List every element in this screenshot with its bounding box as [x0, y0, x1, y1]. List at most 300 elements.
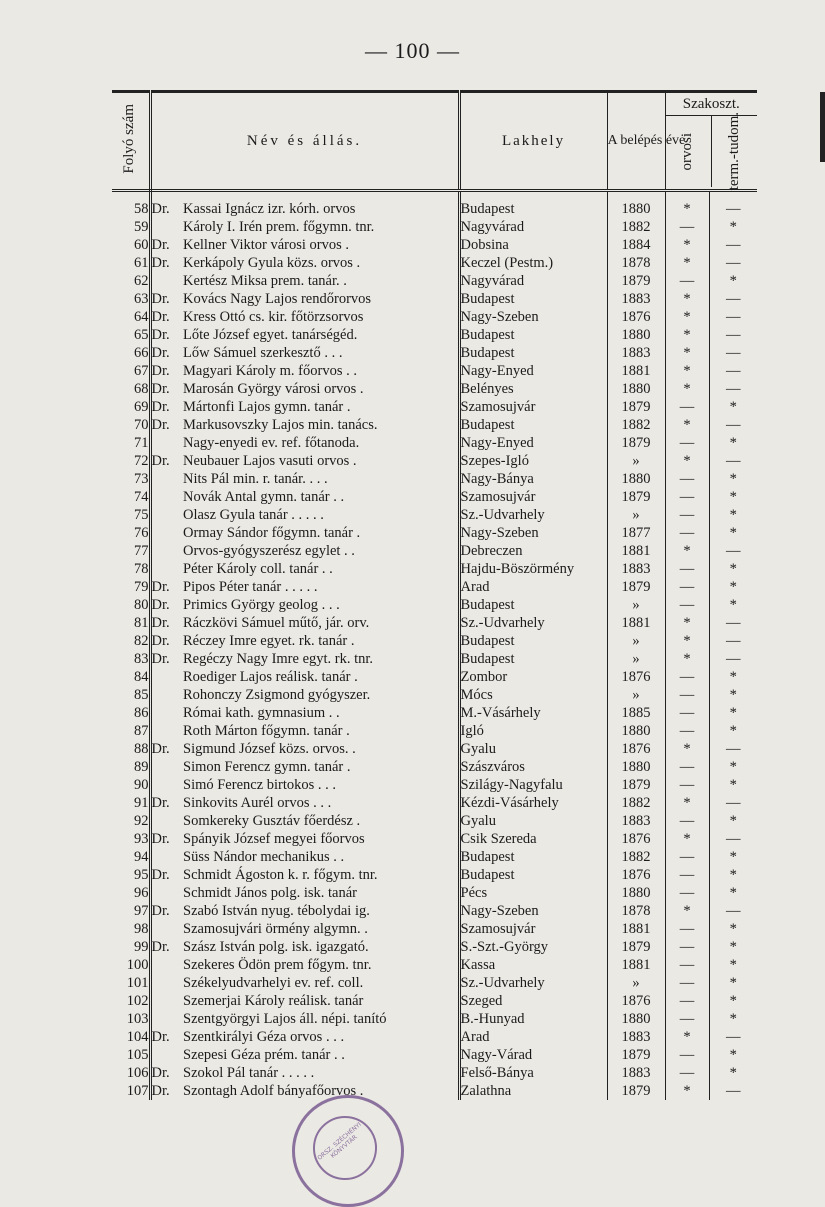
join-year-cell: 1881: [607, 614, 665, 632]
name-position-cell: Regéczy Nagy Imre egyt. rk. tnr.: [183, 650, 374, 667]
register-rows: [112, 200, 757, 1100]
medical-mark-cell: *: [665, 236, 709, 254]
medical-mark-cell: *: [665, 254, 709, 272]
table-row: [112, 596, 757, 614]
header-section-title: Szakoszt.: [666, 93, 758, 116]
table-row: [112, 1082, 757, 1100]
title-cell: Dr.: [151, 344, 170, 361]
join-year-cell: 1879: [607, 272, 665, 290]
medical-mark-cell: *: [665, 902, 709, 920]
residence-cell: Szamosujvár: [459, 488, 607, 506]
residence-cell: Szeged: [459, 992, 607, 1010]
table-row: [112, 416, 757, 434]
title-cell: [150, 560, 183, 578]
medical-mark-cell: *: [665, 416, 709, 434]
serial-number-cell: 104: [112, 1028, 150, 1046]
title-cell: [150, 704, 183, 722]
title-cell: Dr.: [151, 632, 170, 649]
science-mark-cell: *: [709, 884, 757, 902]
residence-cell: B.-Hunyad: [459, 1010, 607, 1028]
join-year-cell: 1882: [607, 848, 665, 866]
name-position-cell: Kerkápoly Gyula közs. orvos .: [183, 254, 361, 271]
serial-number-cell: 68: [112, 380, 150, 398]
join-year-cell: 1876: [607, 992, 665, 1010]
header-residence: Lakhely: [459, 92, 607, 191]
medical-mark-cell: *: [665, 290, 709, 308]
residence-cell: M.-Vásárhely: [459, 704, 607, 722]
science-mark-cell: —: [709, 632, 757, 650]
science-mark-cell: —: [709, 1028, 757, 1046]
residence-cell: Kézdi-Vásárhely: [459, 794, 607, 812]
residence-cell: Budapest: [459, 632, 607, 650]
residence-cell: Nagy-Enyed: [459, 434, 607, 452]
name-position-cell: Süss Nándor mechanikus . .: [183, 848, 345, 865]
serial-number-cell: 83: [112, 650, 150, 668]
table-row: [112, 848, 757, 866]
join-year-cell: 1879: [607, 1046, 665, 1064]
table-row: [112, 218, 757, 236]
serial-number-cell: 79: [112, 578, 150, 596]
serial-number-cell: 70: [112, 416, 150, 434]
name-position-cell: Réczey Imre egyet. rk. tanár .: [183, 632, 355, 649]
medical-mark-cell: —: [665, 596, 709, 614]
science-mark-cell: *: [709, 776, 757, 794]
serial-number-cell: 66: [112, 344, 150, 362]
residence-cell: Nagyvárad: [459, 218, 607, 236]
join-year-cell: 1876: [607, 866, 665, 884]
name-position-cell: Szokol Pál tanár . . . . .: [183, 1064, 315, 1081]
title-cell: Dr.: [151, 614, 170, 631]
name-position-cell: Nits Pál min. r. tanár. . . .: [183, 470, 328, 487]
join-year-cell: 1880: [607, 722, 665, 740]
table-row: [112, 992, 757, 1010]
residence-cell: Sz.-Udvarhely: [459, 506, 607, 524]
name-position-cell: Lőw Sámuel szerkesztő . . .: [183, 344, 343, 361]
medical-mark-cell: *: [665, 794, 709, 812]
table-row: [112, 920, 757, 938]
table-row: [112, 830, 757, 848]
title-cell: Dr.: [151, 830, 170, 847]
name-position-cell: Nagy-enyedi ev. ref. főtanoda.: [183, 434, 360, 451]
science-mark-cell: *: [709, 974, 757, 992]
join-year-cell: 1879: [607, 578, 665, 596]
medical-mark-cell: —: [665, 704, 709, 722]
science-mark-cell: —: [709, 290, 757, 308]
science-mark-cell: —: [709, 344, 757, 362]
science-mark-cell: —: [709, 362, 757, 380]
title-cell: Dr.: [151, 398, 170, 415]
name-position-cell: Károly I. Irén prem. főgymn. tnr.: [183, 218, 375, 235]
medical-mark-cell: *: [665, 632, 709, 650]
header-medical-section: orvosi: [679, 132, 696, 171]
science-mark-cell: —: [709, 200, 757, 218]
name-position-cell: Székelyudvarhelyi ev. ref. coll.: [183, 974, 364, 991]
residence-cell: Budapest: [459, 344, 607, 362]
serial-number-cell: 103: [112, 1010, 150, 1028]
title-cell: [150, 722, 183, 740]
science-mark-cell: *: [709, 488, 757, 506]
serial-number-cell: 100: [112, 956, 150, 974]
title-cell: [150, 776, 183, 794]
serial-number-cell: 65: [112, 326, 150, 344]
join-year-cell: 1879: [607, 488, 665, 506]
science-mark-cell: *: [709, 866, 757, 884]
science-mark-cell: —: [709, 740, 757, 758]
serial-number-cell: 64: [112, 308, 150, 326]
table-row: [112, 344, 757, 362]
residence-cell: Budapest: [459, 416, 607, 434]
table-row: [112, 470, 757, 488]
medical-mark-cell: —: [665, 434, 709, 452]
join-year-cell: 1880: [607, 1010, 665, 1028]
join-year-cell: 1882: [607, 218, 665, 236]
name-position-cell: Primics György geolog . . .: [183, 596, 340, 613]
science-mark-cell: —: [709, 416, 757, 434]
join-year-cell: 1884: [607, 236, 665, 254]
residence-cell: Hajdu-Böszörmény: [459, 560, 607, 578]
join-year-cell: 1880: [607, 326, 665, 344]
name-position-cell: Roth Márton főgymn. tanár .: [183, 722, 350, 739]
medical-mark-cell: *: [665, 830, 709, 848]
page-number: — 100 —: [365, 38, 460, 63]
medical-mark-cell: —: [665, 1010, 709, 1028]
name-position-cell: Kellner Viktor városi orvos .: [183, 236, 349, 253]
table-row: [112, 974, 757, 992]
residence-cell: Szamosujvár: [459, 920, 607, 938]
science-mark-cell: —: [709, 650, 757, 668]
header-section: [665, 92, 757, 191]
join-year-cell: 1880: [607, 884, 665, 902]
science-mark-cell: —: [709, 614, 757, 632]
science-mark-cell: *: [709, 686, 757, 704]
serial-number-cell: 69: [112, 398, 150, 416]
medical-mark-cell: —: [665, 578, 709, 596]
join-year-cell: 1878: [607, 902, 665, 920]
medical-mark-cell: *: [665, 380, 709, 398]
table-row: [112, 1046, 757, 1064]
join-year-cell: 1879: [607, 1082, 665, 1100]
title-cell: Dr.: [151, 326, 170, 343]
title-cell: Dr.: [151, 200, 170, 217]
table-row: [112, 884, 757, 902]
residence-cell: Arad: [459, 1028, 607, 1046]
serial-number-cell: 98: [112, 920, 150, 938]
serial-number-cell: 102: [112, 992, 150, 1010]
serial-number-cell: 91: [112, 794, 150, 812]
header-join-year: A belépés éve: [607, 92, 665, 191]
residence-cell: Nagy-Szeben: [459, 524, 607, 542]
residence-cell: Pécs: [459, 884, 607, 902]
serial-number-cell: 72: [112, 452, 150, 470]
join-year-cell: 1883: [607, 560, 665, 578]
join-year-cell: 1882: [607, 416, 665, 434]
residence-cell: Arad: [459, 578, 607, 596]
join-year-cell: 1883: [607, 290, 665, 308]
title-cell: Dr.: [151, 380, 170, 397]
science-mark-cell: *: [709, 434, 757, 452]
name-position-cell: Roediger Lajos reálisk. tanár .: [183, 668, 358, 685]
medical-mark-cell: —: [665, 488, 709, 506]
name-position-cell: Schmidt János polg. isk. tanár: [183, 884, 357, 901]
table-row: [112, 614, 757, 632]
medical-mark-cell: *: [665, 542, 709, 560]
name-position-cell: Péter Károly coll. tanár . .: [183, 560, 333, 577]
join-year-cell: »: [607, 632, 665, 650]
medical-mark-cell: *: [665, 614, 709, 632]
serial-number-cell: 95: [112, 866, 150, 884]
science-mark-cell: —: [709, 830, 757, 848]
medical-mark-cell: *: [665, 326, 709, 344]
serial-number-cell: 89: [112, 758, 150, 776]
medical-mark-cell: —: [665, 524, 709, 542]
serial-number-cell: 88: [112, 740, 150, 758]
medical-mark-cell: *: [665, 740, 709, 758]
science-mark-cell: *: [709, 524, 757, 542]
name-position-cell: Római kath. gymnasium . .: [183, 704, 340, 721]
join-year-cell: »: [607, 650, 665, 668]
serial-number-cell: 101: [112, 974, 150, 992]
name-position-cell: Spányik József megyei főorvos: [183, 830, 365, 847]
serial-number-cell: 90: [112, 776, 150, 794]
title-cell: [150, 506, 183, 524]
join-year-cell: 1876: [607, 308, 665, 326]
title-cell: Dr.: [151, 596, 170, 613]
science-mark-cell: —: [709, 452, 757, 470]
name-position-cell: Mártonfi Lajos gymn. tanár .: [183, 398, 351, 415]
serial-number-cell: 96: [112, 884, 150, 902]
join-year-cell: 1883: [607, 812, 665, 830]
name-position-cell: Szabó István nyug. tébolydai ig.: [183, 902, 370, 919]
header-name-and-position: Név és állás.: [150, 92, 459, 191]
title-cell: [150, 812, 183, 830]
residence-cell: Debreczen: [459, 542, 607, 560]
medical-mark-cell: —: [665, 1064, 709, 1082]
join-year-cell: »: [607, 506, 665, 524]
serial-number-cell: 60: [112, 236, 150, 254]
residence-cell: Nagy-Szeben: [459, 308, 607, 326]
serial-number-cell: 77: [112, 542, 150, 560]
residence-cell: Budapest: [459, 650, 607, 668]
table-row: [112, 686, 757, 704]
name-position-cell: Szamosujvári örmény algymn. .: [183, 920, 368, 937]
join-year-cell: 1881: [607, 956, 665, 974]
medical-mark-cell: *: [665, 1082, 709, 1100]
serial-number-cell: 58: [112, 200, 150, 218]
medical-mark-cell: —: [665, 668, 709, 686]
residence-cell: Mócs: [459, 686, 607, 704]
table-row: [112, 524, 757, 542]
medical-mark-cell: —: [665, 812, 709, 830]
name-position-cell: Szemerjai Károly reálisk. tanár: [183, 992, 364, 1009]
table-row: [112, 668, 757, 686]
science-mark-cell: *: [709, 848, 757, 866]
join-year-cell: 1883: [607, 1028, 665, 1046]
page-edge-mark: [820, 92, 825, 162]
join-year-cell: 1882: [607, 794, 665, 812]
table-row: [112, 758, 757, 776]
name-position-cell: Kovács Nagy Lajos rendőrorvos: [183, 290, 372, 307]
title-cell: [150, 470, 183, 488]
title-cell: Dr.: [151, 452, 170, 469]
join-year-cell: 1883: [607, 344, 665, 362]
name-position-cell: Szekeres Ödön prem főgym. tnr.: [183, 956, 372, 973]
name-position-cell: Szász István polg. isk. igazgató.: [183, 938, 369, 955]
title-cell: [150, 1046, 183, 1064]
name-position-cell: Kassai Ignácz izr. kórh. orvos: [183, 200, 356, 217]
medical-mark-cell: —: [665, 686, 709, 704]
member-register-table: [112, 90, 757, 1100]
table-row: [112, 290, 757, 308]
medical-mark-cell: *: [665, 650, 709, 668]
medical-mark-cell: —: [665, 974, 709, 992]
science-mark-cell: *: [709, 596, 757, 614]
science-mark-cell: *: [709, 938, 757, 956]
science-mark-cell: *: [709, 812, 757, 830]
join-year-cell: 1879: [607, 398, 665, 416]
science-mark-cell: —: [709, 236, 757, 254]
join-year-cell: 1879: [607, 434, 665, 452]
residence-cell: Budapest: [459, 290, 607, 308]
medical-mark-cell: —: [665, 848, 709, 866]
name-position-cell: Szentkirályi Géza orvos . . .: [183, 1028, 345, 1045]
name-position-cell: Simon Ferencz gymn. tanár .: [183, 758, 351, 775]
serial-number-cell: 94: [112, 848, 150, 866]
medical-mark-cell: —: [665, 218, 709, 236]
serial-number-cell: 78: [112, 560, 150, 578]
residence-cell: Szilágy-Nagyfalu: [459, 776, 607, 794]
table-row: [112, 362, 757, 380]
residence-cell: Szamosujvár: [459, 398, 607, 416]
table-row: [112, 1064, 757, 1082]
name-position-cell: Szentgyörgyi Lajos áll. népi. tanító: [183, 1010, 387, 1027]
residence-cell: Nagy-Várad: [459, 1046, 607, 1064]
table-row: [112, 380, 757, 398]
serial-number-cell: 61: [112, 254, 150, 272]
title-cell: Dr.: [151, 938, 170, 955]
title-cell: Dr.: [151, 650, 170, 667]
residence-cell: Szászváros: [459, 758, 607, 776]
residence-cell: Zombor: [459, 668, 607, 686]
table-row: [112, 722, 757, 740]
title-cell: Dr.: [151, 254, 170, 271]
title-cell: [150, 1010, 183, 1028]
table-row: [112, 506, 757, 524]
science-mark-cell: *: [709, 1010, 757, 1028]
residence-cell: Budapest: [459, 200, 607, 218]
join-year-cell: 1881: [607, 920, 665, 938]
medical-mark-cell: *: [665, 200, 709, 218]
table-row: [112, 650, 757, 668]
serial-number-cell: 63: [112, 290, 150, 308]
medical-mark-cell: —: [665, 722, 709, 740]
join-year-cell: 1880: [607, 470, 665, 488]
title-cell: Dr.: [151, 362, 170, 379]
science-mark-cell: *: [709, 992, 757, 1010]
serial-number-cell: 85: [112, 686, 150, 704]
medical-mark-cell: —: [665, 272, 709, 290]
title-cell: [150, 488, 183, 506]
medical-mark-cell: —: [665, 776, 709, 794]
title-cell: [150, 524, 183, 542]
residence-cell: Budapest: [459, 596, 607, 614]
title-cell: Dr.: [151, 416, 170, 433]
title-cell: Dr.: [151, 1028, 170, 1045]
table-row: [112, 488, 757, 506]
name-position-cell: Simó Ferencz birtokos . . .: [183, 776, 337, 793]
title-cell: [150, 956, 183, 974]
serial-number-cell: 87: [112, 722, 150, 740]
join-year-cell: 1879: [607, 776, 665, 794]
title-cell: [150, 974, 183, 992]
residence-cell: Kassa: [459, 956, 607, 974]
join-year-cell: »: [607, 974, 665, 992]
table-row: [112, 326, 757, 344]
medical-mark-cell: —: [665, 470, 709, 488]
title-cell: Dr.: [151, 236, 170, 253]
name-position-cell: Magyari Károly m. főorvos . .: [183, 362, 357, 379]
header-natural-science-section: term.-tudom.: [711, 116, 757, 187]
science-mark-cell: *: [709, 668, 757, 686]
medical-mark-cell: —: [665, 506, 709, 524]
medical-mark-cell: —: [665, 938, 709, 956]
name-position-cell: Olasz Gyula tanár . . . . .: [183, 506, 324, 523]
serial-number-cell: 84: [112, 668, 150, 686]
science-mark-cell: *: [709, 956, 757, 974]
library-stamp: [292, 1095, 404, 1207]
table-row: [112, 794, 757, 812]
table-row: [112, 578, 757, 596]
residence-cell: Nagy-Bánya: [459, 470, 607, 488]
join-year-cell: 1876: [607, 830, 665, 848]
table-row: [112, 866, 757, 884]
medical-mark-cell: —: [665, 956, 709, 974]
residence-cell: Nagy-Szeben: [459, 902, 607, 920]
table-row: [112, 542, 757, 560]
table-row: [112, 956, 757, 974]
serial-number-cell: 106: [112, 1064, 150, 1082]
serial-number-cell: 59: [112, 218, 150, 236]
serial-number-cell: 80: [112, 596, 150, 614]
medical-mark-cell: —: [665, 758, 709, 776]
join-year-cell: 1879: [607, 938, 665, 956]
title-cell: [150, 434, 183, 452]
title-cell: [150, 992, 183, 1010]
title-cell: [150, 218, 183, 236]
medical-mark-cell: *: [665, 1028, 709, 1046]
join-year-cell: 1877: [607, 524, 665, 542]
serial-number-cell: 99: [112, 938, 150, 956]
title-cell: Dr.: [151, 308, 170, 325]
name-position-cell: Sigmund József közs. orvos. .: [183, 740, 356, 757]
residence-cell: Szepes-Igló: [459, 452, 607, 470]
residence-cell: Sz.-Udvarhely: [459, 974, 607, 992]
table-row: [112, 398, 757, 416]
join-year-cell: 1876: [607, 668, 665, 686]
medical-mark-cell: —: [665, 884, 709, 902]
name-position-cell: Kress Ottó cs. kir. főtörzsorvos: [183, 308, 364, 325]
title-cell: [150, 758, 183, 776]
serial-number-cell: 81: [112, 614, 150, 632]
table-row: [112, 560, 757, 578]
serial-number-cell: 76: [112, 524, 150, 542]
science-mark-cell: *: [709, 578, 757, 596]
join-year-cell: »: [607, 452, 665, 470]
name-position-cell: Orvos-gyógyszerész egylet . .: [183, 542, 355, 559]
medical-mark-cell: —: [665, 920, 709, 938]
science-mark-cell: *: [709, 272, 757, 290]
residence-cell: Gyalu: [459, 740, 607, 758]
science-mark-cell: *: [709, 704, 757, 722]
